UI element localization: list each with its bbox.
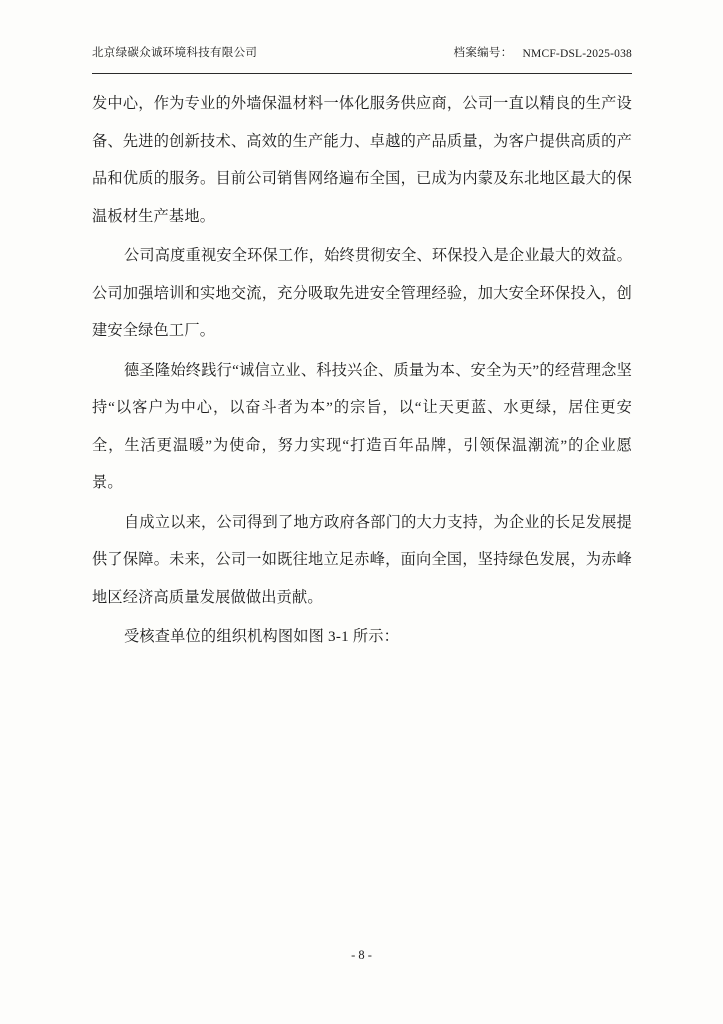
- page-number: - 8 -: [351, 948, 372, 962]
- paragraph: 受核查单位的组织机构图如图 3-1 所示：: [124, 628, 400, 645]
- header-archive-code: [454, 44, 632, 60]
- document-body: [92, 85, 632, 658]
- header-company-name: 北京绿碳众诚环境科技有限公司: [92, 47, 258, 59]
- paragraph: 自成立以来，公司得到了地方政府各部门的大力支持，为企业的长足发展提供了保障。未来，公司一如既往地立足赤峰，面向全国，坚持绿色发展，为赤峰地区经济高质量发展做做出贡献。: [92, 513, 632, 606]
- paragraph: 发中心，作为专业的外墙保温材料一体化服务供应商，公司一直以精良的生产设备、先进的创新技术、高效的生产能力、卓越的产品质量，为客户提供高质的产品和优质的服务。目前公司销售网络遍布全国，已成为内蒙及东北地区最大的保温板材生产基地。: [92, 95, 632, 225]
- page-header: [92, 44, 632, 65]
- archive-code-value: NMCF-DSL-2025-038: [522, 48, 632, 60]
- paragraph: 德圣隆始终践行“诚信立业、科技兴企、质量为本、安全为天”的经营理念坚持“以客户为中心，以奋斗者为本”的宗旨，以“让天更蓝、水更绿，居住更安全，生活更温暖”为使命，努力实现“打造百年品牌，引领保温潮流”的企业愿景。: [92, 361, 632, 491]
- archive-code-label: 档案编号：: [453, 47, 513, 59]
- header-divider: [92, 73, 632, 74]
- paragraph: 公司高度重视安全环保工作，始终贯彻安全、环保投入是企业最大的效益。公司加强培训和实地交流，充分吸取先进安全管理经验，加大安全环保投入，创建安全绿色工厂。: [92, 247, 632, 339]
